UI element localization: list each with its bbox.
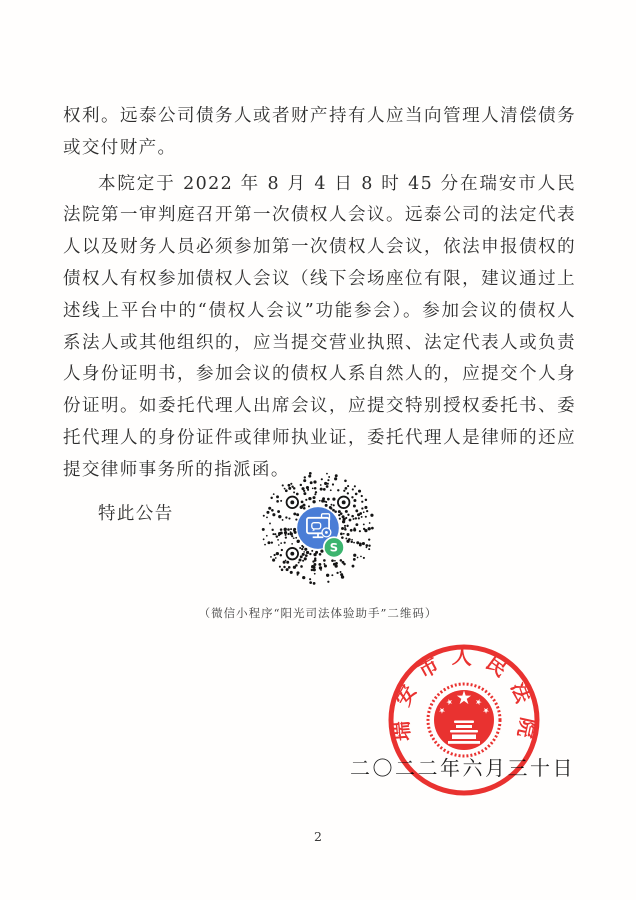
court-seal-graphic	[384, 640, 544, 800]
announcement-date: 二〇二二年六月三十日	[350, 756, 575, 780]
qr-ring-marker-top-left	[287, 497, 299, 509]
page-number: 2	[314, 829, 322, 844]
closing-statement: 特此公告	[98, 503, 174, 524]
qr-caption: （微信小程序“阳光司法体验助手”二维码）	[198, 606, 438, 620]
paragraph-meeting-notice: 本院定于 2022 年 8 月 4 日 8 时 45 分在瑞安市人民法院第一审判庭召开第一次债权人会议。远泰公司的法定代表人以及财务人员必须参加第一次债权人会议，依法申报债权的债权人有权参加债权人会议（线下会场座位有限，建议通过上述线上平台中的“债权人会议”功能参会）。参加会议的债权人系法人或其他组织的，应当提交营业执照、法定代表人或负责人身份证明书，参加会议的债权人系自然人的，应提交个人身份证明。如委托代理人出席会议，应提交特别授权委托书、委托代理人的身份证件或律师执业证，委托代理人是律师的还应提交律师事务所的指派函。	[63, 173, 576, 480]
official-court-seal	[384, 640, 544, 800]
wechat-badge-letter: S	[329, 540, 339, 555]
china-national-emblem-icon	[428, 684, 500, 756]
qr-ring-marker-top-right	[338, 497, 350, 509]
wechat-miniprogram-logo-icon	[324, 537, 344, 557]
qr-code-graphic	[256, 466, 380, 590]
paragraph-continuation: 权利。远泰公司债务人或者财产持有人应当向管理人清偿债务或交付财产。	[63, 106, 576, 158]
wechat-miniprogram-qr-code	[256, 466, 380, 590]
qr-ring-marker-bottom-left	[287, 548, 299, 560]
seal-court-name: 瑞安市人民法院	[387, 644, 541, 752]
